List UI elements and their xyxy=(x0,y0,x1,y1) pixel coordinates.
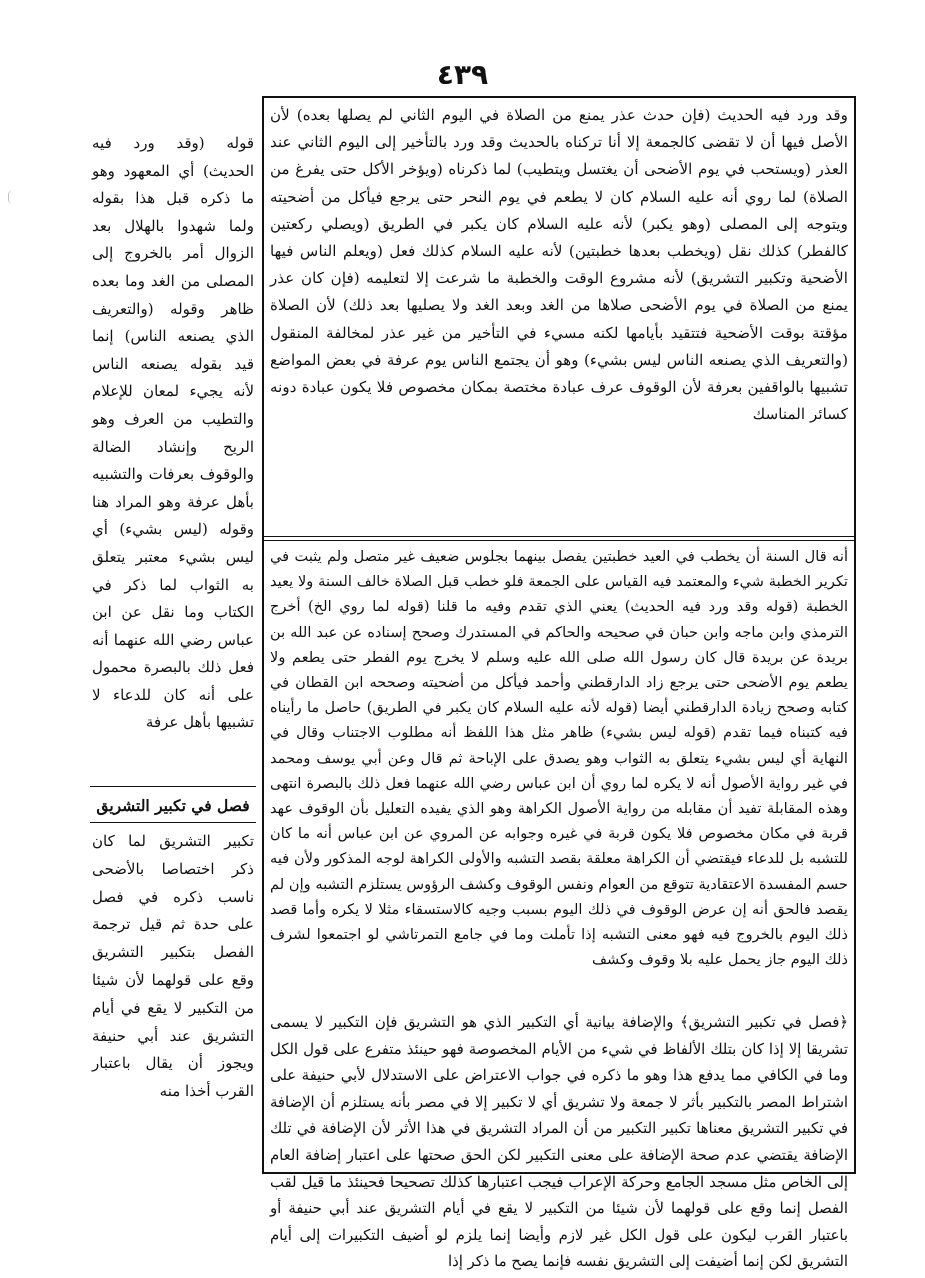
scan-edge-mark xyxy=(8,190,17,204)
margin-divider-lower xyxy=(90,822,256,823)
fasl-section: ﴿فصل في تكبير التشريق﴾ والإضافة بيانية أي التكبير الذي هو التشريق فإن التكبير لا يسمى تشريقا إلا إذا كان بتلك الألفاظ في شيء من الأيام المخصوصة فهو حينئذ متفرع على قول الكل وما في الكافي مما يدفع هذا وهو ما ذكره في جواب الاعتراض على الاستدلال لأبي حنيفة على اشتراط المصر بالتكبير بأثر لا جمعة ولا تشريق أي لا تكبير إلا في مصر بأنه يستلزم أن الإضافة في تكبير التشريق معناها تكبير التكبير من أن المراد التشريق في هذا الأثر لأن الإضافة في تلك الإضافة يقتضي عدم صحة الإضافة على معنى التكبير لكن الحق صحتها على اعتبار إضافة العام إلى الخاص مثل مسجد الجامع وحركة الإعراب فيجب اعتبارها كذلك تصحيحا فحينئذ ما قيل لقب الفصل إنما وقع على قولهما لأن شيئا من التكبير لا يقع في أيام التشريق عند أبي حنيفة أو باعتبار القرب ليكون على قول الكل غير لازم وأيضا إنما يلزم لو أضيف التكبيرات إلى أيام التشريق لكن إنما أضيفت إلى التشريق نفسه فإنما يصح ما ذكر إذا xyxy=(270,1014,848,1271)
margin-commentary xyxy=(90,96,256,1174)
sharh-section: أنه قال السنة أن يخطب في العيد خطبتين يفصل بينهما بجلوس ضعيف غير متصل ولم يثبت في تكرير الخطبة شيء والمعتمد فيه القياس على الجمعة فلو خطب قبل الصلاة خالف السنة ولا يعيد الخطبة (قوله وقد ورد فيه الحديث) يعني الذي تقدم وفيه ما قلنا (قوله لما روي الخ) أخرج الترمذي وابن ماجه وابن حبان في صحيحه والحاكم في المستدرك وصحح إسناده عن عبد الله بن بريدة عن بريدة قال كان رسول الله صلى الله عليه وسلم لا يخرج يوم الفطر حتى يطعم ولا يطعم يوم الأضحى حتى يرجع زاد الدارقطني وأحمد فيأكل من أضحيته وصححه ابن القطان في كتابه وصحح زيادة الدارقطني أيضا (قوله لأنه عليه السلام كان يكبر في الطريق) حاصل ما رأيناه فيه كتبناه فيما تقدم (قوله ليس بشيء) ظاهر مثل هذا اللفظ أنه مطلوب الاجتناب وقال في النهاية أي ليس بشيء يتعلق به الثواب وهو يصدق على الإباحة ثم قال وعن أبي يوسف ومحمد في غير رواية الأصول أنه لا يكره لما روي أن ابن عباس رضي الله عنهما فعل ذلك بالبصرة انتهى وهذه المقابلة تفيد أن مقابله من رواية الأصول الكراهة وهو الذي يفيده التعليل بأن الوقوف عهد قربة في مكان مخصوص فلا يكون قربة في غيره وجوابه عن المروي عن ابن عباس أنه ما كان للتشبه بل للدعاء فيقتضي أن الكراهة معلقة بقصد التشبه والأولى الكراهة لوجه المذكور ولأن فيه حسم المفسدة الاعتقادية تتوقع من العوام ونفس الوقوف وكشف الرؤوس يستلزم التشبه وإن لم يقصد فالحق أنه إن عرض الوقوف في ذلك اليوم بسبب وجيه كالاستسقاء مثلا لا يكره وأما قصد ذلك اليوم بالخروج فيه فهو معنى التشبه إذا تأملت وما في جامع التمرتاشي لو اجتمعوا لشرف ذلك اليوم جاز يحمل عليه بلا وقوف وكشف xyxy=(270,548,848,969)
margin-text-upper: قوله (وقد ورد فيه الحديث) أي المعهود وهو ما ذكره قبل هذا بقوله ولما شهدوا بالهلال بعد الزوال أمر بالخروج إلى المصلى من الغد وما بعده ظاهر وقوله (والتعريف الذي يصنعه الناس) إنما قيد بقوله يصنعه الناس لأنه يجيء لمعان للإعلام والتطيب من العرف وهو الريح وإنشاد الضالة والوقوف بعرفات والتشبيه بأهل عرفة وهو المراد هنا وقوله (ليس بشيء) أي ليس بشيء معتبر يتعلق به الثواب لما ذكر في الكتاب وما نقل عن ابن عباس رضي الله عنهما أنه فعل ذلك بالبصرة محمول على أنه كان للدعاء لا تشبيها بأهل عرفة xyxy=(92,134,254,732)
margin-divider xyxy=(90,786,256,787)
matn-section: وقد ورد فيه الحديث (فإن حدث عذر يمنع من الصلاة في اليوم الثاني لم يصلها بعده) لأن الأصل فيها أن لا تقضى كالجمعة إلا أنا تركناه بالحديث وقد ورد بالتأخير إلى اليوم الثاني عند العذر (ويستحب في يوم الأضحى أن يغتسل ويتطيب) لما ذكرناه (ويؤخر الأكل حتى يفرغ من الصلاة) لما روي أنه عليه السلام كان لا يطعم في يوم النحر حتى يرجع فيأكل من أضحيته ويتوجه إلى المصلى (وهو يكبر) لأنه عليه السلام كان يكبر في الطريق (ويصلي ركعتين كالفطر) كذلك نقل (ويخطب بعدها خطبتين) لأنه عليه السلام كذلك فعل (ويعلم الناس فيها الأضحية وتكبير التشريق) لأنه مشروع الوقت والخطبة ما شرعت إلا لتعليمه (فإن كان عذر يمنع من الصلاة في يوم الأضحى صلاها من الغد وبعد الغد ولا يصليها بعد ذلك) لأن الصلاة مؤقتة بوقت الأضحية فتتقيد بأيامها لكنه مسيء في التأخير من غير عذر لمخالفة المنقول (والتعريف الذي يصنعه الناس ليس بشيء) وهو أن يجتمع الناس يوم عرفة في بعض المواضع تشبيها بالواقفين بعرفة لأن الوقوف عرف عبادة مختصة بمكان مخصوص فلا يكون عبادة دونه كسائر المناسك xyxy=(270,106,848,424)
margin-heading: فصل في تكبير التشريق xyxy=(96,796,250,815)
section-divider xyxy=(264,536,854,537)
main-text-frame xyxy=(262,96,856,1271)
page-number: ٤٣٩ xyxy=(436,58,489,91)
section-divider-double xyxy=(264,540,854,541)
margin-text-lower: تكبير التشريق لما كان ذكر اختصاصا بالأضحى ناسب ذكره في فصل على حدة ثم قيل ترجمة الفصل بتكبير التشريق وقع على قولهما لأن شيئا من التكبير لا يقع في أيام التشريق عند أبي حنيفة ويجوز أن يقال باعتبار القرب أخذا منه xyxy=(92,832,254,1101)
